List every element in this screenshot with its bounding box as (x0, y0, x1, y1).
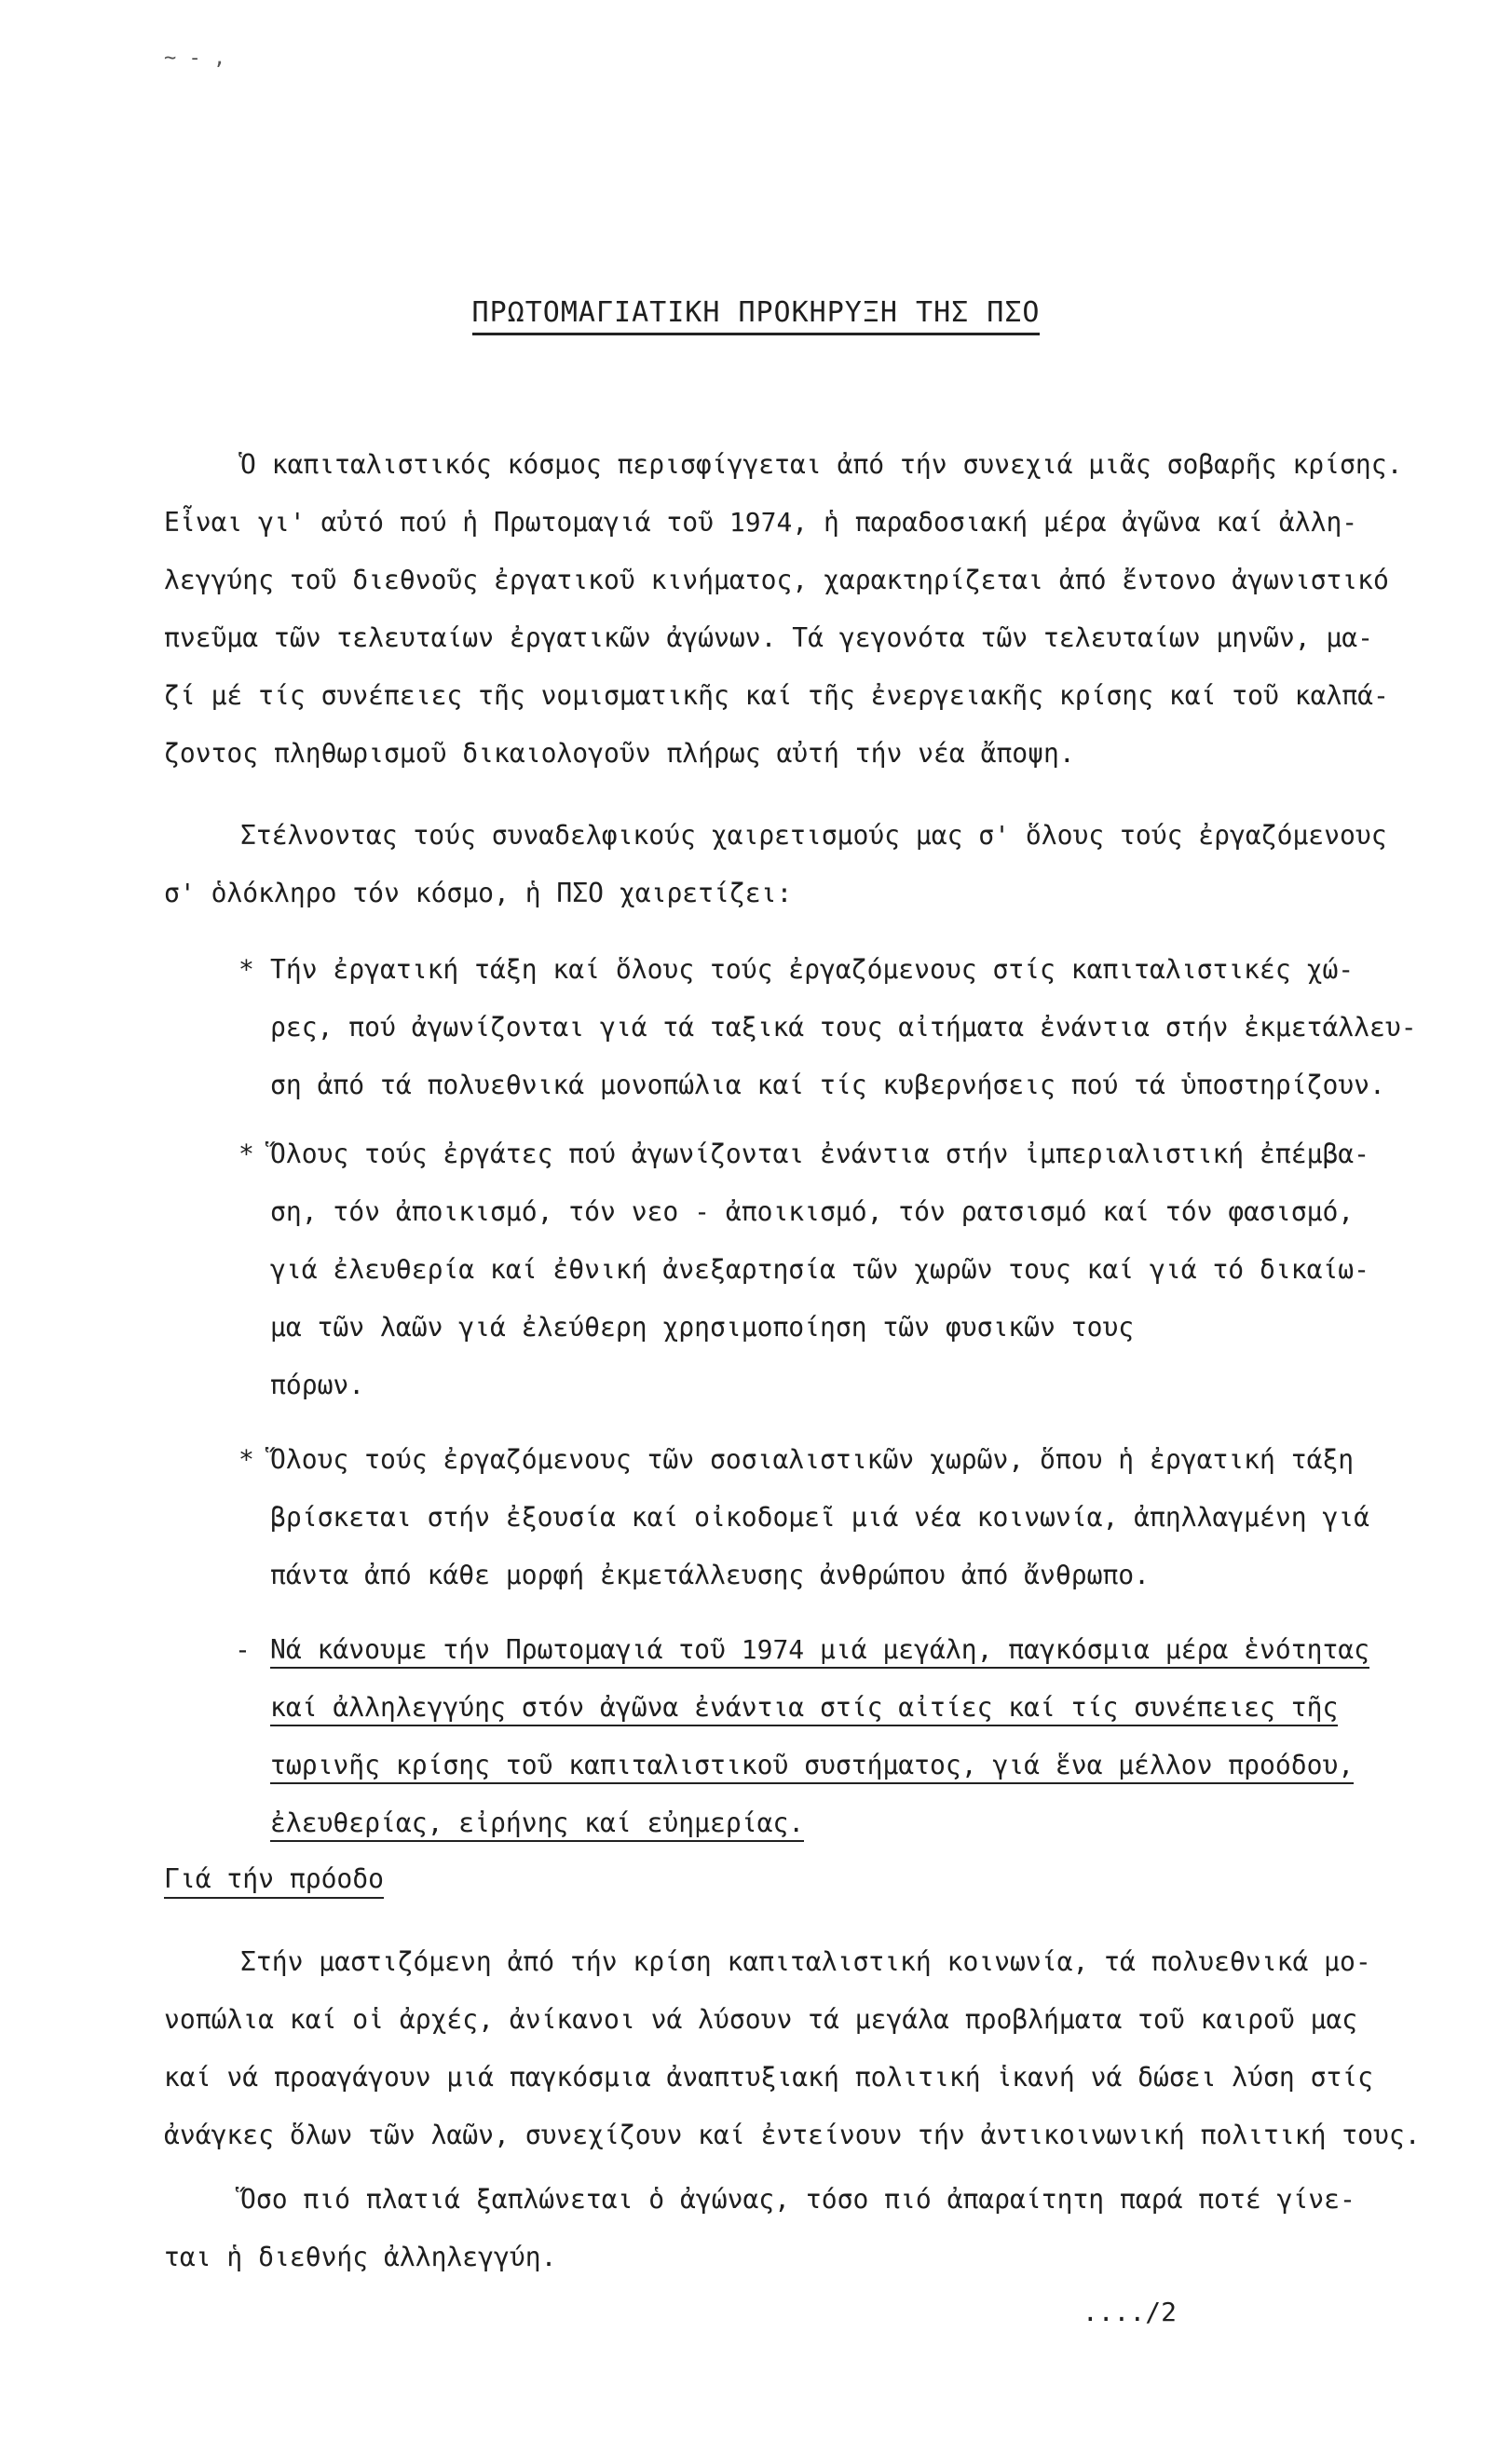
underlined-text: ἐλευθερίας, εἰρήνης καί εὐημερίας. (270, 1807, 804, 1842)
underlined-line (238, 1621, 1384, 1679)
bullet-item (238, 941, 1417, 1114)
page-title (0, 296, 1512, 335)
text-line: νοπώλια καί οἱ ἀρχές, ἀνίκανοι νά λύσουν τά μεγάλα προβλήματα τοῦ καιροῦ μας (164, 2004, 1358, 2035)
text-line: γιά ἐλευθερία καί ἐθνική ἀνεξαρτησία τῶν χωρῶν τους καί γιά τό δικαίω- (270, 1254, 1370, 1285)
bullet-star: * (238, 1139, 254, 1169)
text-line: Στέλνοντας τούς συναδελφικούς χαιρετισμούς μας σ' ὅλους τούς ἐργαζόμενους (240, 820, 1387, 851)
solidarity-paragraph (164, 2171, 1384, 2286)
text-line: Ὁ καπιταλιστικός κόσμος περισφίγγεται ἀπό τήν συνεχιά μιᾶς σοβαρῆς κρίσης. (240, 449, 1403, 480)
underlined-line (238, 1737, 1384, 1794)
text-line: ἀνάγκες ὅλων τῶν λαῶν, συνεχίζουν καί ἐντείνουν τήν ἀντικοινωνική πολιτική τους. (164, 2120, 1421, 2150)
text-line: ση, τόν ἀποικισμό, τόν νεο - ἀποικισμό, τόν ρατσισμό καί τόν φασισμό, (270, 1196, 1355, 1227)
text-line: σ' ὁλόκληρο τόν κόσμο, ἡ ΠΣΟ χαιρετίζει: (164, 878, 793, 908)
text-line: Στήν μαστιζόμενη ἀπό τήν κρίση καπιταλιστική κοινωνία, τά πολυεθνικά μο- (240, 1946, 1371, 1977)
bullet-star: * (238, 954, 254, 985)
text-line: Ὅλους τούς ἐργαζόμενους τῶν σοσιαλιστικῶν χωρῶν, ὅπου ἡ ἐργατική τάξη (270, 1444, 1355, 1475)
text-line: Τήν ἐργατική τάξη καί ὅλους τούς ἐργαζόμενους στίς καπιταλιστικές χώ- (270, 954, 1355, 985)
intro-paragraph (164, 436, 1403, 783)
text-line: βρίσκεται στήν ἐξουσία καί οἰκοδομεῖ μιά νέα κοινωνία, ἀπηλλαγμένη γιά (270, 1502, 1370, 1533)
text-line: πνεῦμα τῶν τελευταίων ἐργατικῶν ἀγώνων. Τά γεγονότα τῶν τελευταίων μηνῶν, μα- (164, 622, 1374, 653)
text-line: Ὅσο πιό πλατιά ξαπλώνεται ὁ ἀγώνας, τόσο πιό ἀπαραίτητη παρά ποτέ γίνε- (240, 2184, 1355, 2215)
text-line: πάντα ἀπό κάθε μορφή ἐκμετάλλευσης ἀνθρώπου ἀπό ἄνθρωπο. (270, 1560, 1151, 1590)
corner-mark: ~ - , (164, 47, 226, 70)
page-number: ..../2 (1082, 2297, 1177, 2327)
text-line: Εἶναι γι' αὐτό πού ἡ Πρωτομαγιά τοῦ 1974, ἡ παραδοσιακή μέρα ἀγῶνα καί ἀλλη- (164, 507, 1358, 538)
title-text: ΠΡΩΤΟΜΑΓΙΑΤΙΚΗ ΠΡΟΚΗΡΥΞΗ ΤΗΣ ΠΣΟ (472, 296, 1041, 335)
text-line: Ὅλους τούς ἐργάτες πού ἀγωνίζονται ἐνάντια στήν ἰμπεριαλιστική ἐπέμβα- (270, 1139, 1370, 1169)
underlined-text: καί ἀλληλεγγύης στόν ἀγῶνα ἐνάντια στίς αἰτίες καί τίς συνέπειες τῆς (270, 1692, 1338, 1726)
text-line: ρες, πού ἀγωνίζονται γιά τά ταξικά τους αἰτήματα ἐνάντια στήν ἐκμετάλλευ- (270, 1012, 1417, 1043)
text-line: καί νά προαγάγουν μιά παγκόσμια ἀναπτυξιακή πολιτική ἱκανή νά δώσει λύση στίς (164, 2062, 1374, 2093)
call-to-action (235, 1621, 1384, 1852)
text-line: λεγγύης τοῦ διεθνοῦς ἐργατικοῦ κινήματος, χαρακτηρίζεται ἀπό ἔντονο ἀγωνιστικό (164, 565, 1389, 595)
underlined-text: Νά κάνουμε τήν Πρωτομαγιά τοῦ 1974 μιά μεγάλη, παγκόσμια μέρα ἑνότητας (270, 1634, 1369, 1669)
section-heading (164, 1863, 384, 1894)
text-line: πόρων. (270, 1370, 365, 1400)
bullet-star: * (238, 1444, 254, 1475)
greeting-paragraph (164, 807, 1387, 922)
text-line: ται ἡ διεθνής ἀλληλεγγύη. (164, 2242, 557, 2272)
progress-paragraph (164, 1933, 1421, 2164)
call-dash: - (235, 1634, 251, 1665)
bullet-item (238, 1125, 1384, 1414)
underlined-text: τωρινῆς κρίσης τοῦ καπιταλιστικοῦ συστήματος, γιά ἕνα μέλλον προόδου, (270, 1750, 1354, 1784)
bullet-item (238, 1431, 1384, 1604)
text-line: μα τῶν λαῶν γιά ἐλεύθερη χρησιμοποίηση τῶν φυσικῶν τους (270, 1312, 1135, 1343)
section-heading-text: Γιά τήν πρόοδο (164, 1863, 384, 1899)
text-line: ζοντος πληθωρισμοῦ δικαιολογοῦν πλήρως αὐτή τήν νέα ἄποψη. (164, 738, 1075, 769)
underlined-line (238, 1679, 1384, 1737)
underlined-line (238, 1794, 1384, 1852)
text-line: ση ἀπό τά πολυεθνικά μονοπώλια καί τίς κυβερνήσεις πού τά ὑποστηρίζουν. (270, 1070, 1385, 1100)
text-line: ζί μέ τίς συνέπειες τῆς νομισματικῆς καί τῆς ἐνεργειακῆς κρίσης καί τοῦ καλπά- (164, 680, 1389, 711)
